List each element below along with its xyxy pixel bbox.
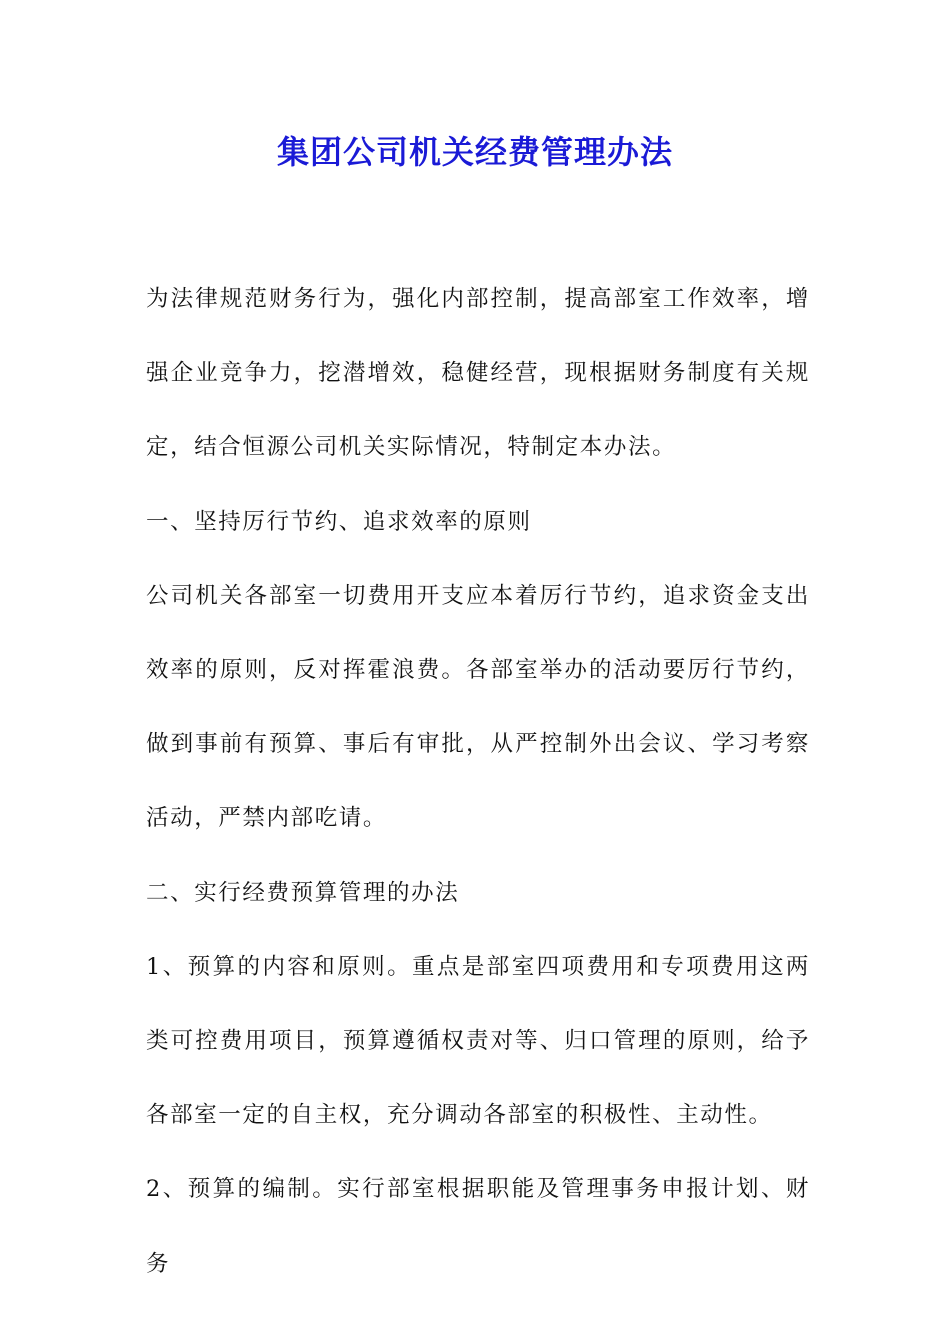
document-body <box>146 262 810 1301</box>
paragraph-item-1: 1、预算的内容和原则。重点是部室四项费用和专项费用这两类可控费用项目，预算遵循权责对等、归口管理的原则，给予各部室一定的自主权，充分调动各部室的积极性、主动性。 <box>146 953 810 1129</box>
section-heading-2: 二、实行经费预算管理的办法 <box>146 879 460 906</box>
paragraph-section-1: 公司机关各部室一切费用开支应本着厉行节约，追求资金支出效率的原则，反对挥霍浪费。各部室举办的活动要厉行节约，做到事前有预算、事后有审批，从严控制外出会议、学习考察活动，严禁内部吃请。 <box>146 582 810 832</box>
document-title: 集团公司机关经费管理办法 <box>276 133 673 171</box>
section-heading-1: 一、坚持厉行节约、追求效率的原则 <box>146 508 532 535</box>
paragraph-item-2: 2、预算的编制。实行部室根据职能及管理事务申报计划、财务 <box>146 1176 810 1277</box>
paragraph-intro: 为法律规范财务行为，强化内部控制，提高部室工作效率，增强企业竞争力，挖潜增效，稳健经营，现根据财务制度有关规定，结合恒源公司机关实际情况，特制定本办法。 <box>146 286 810 461</box>
